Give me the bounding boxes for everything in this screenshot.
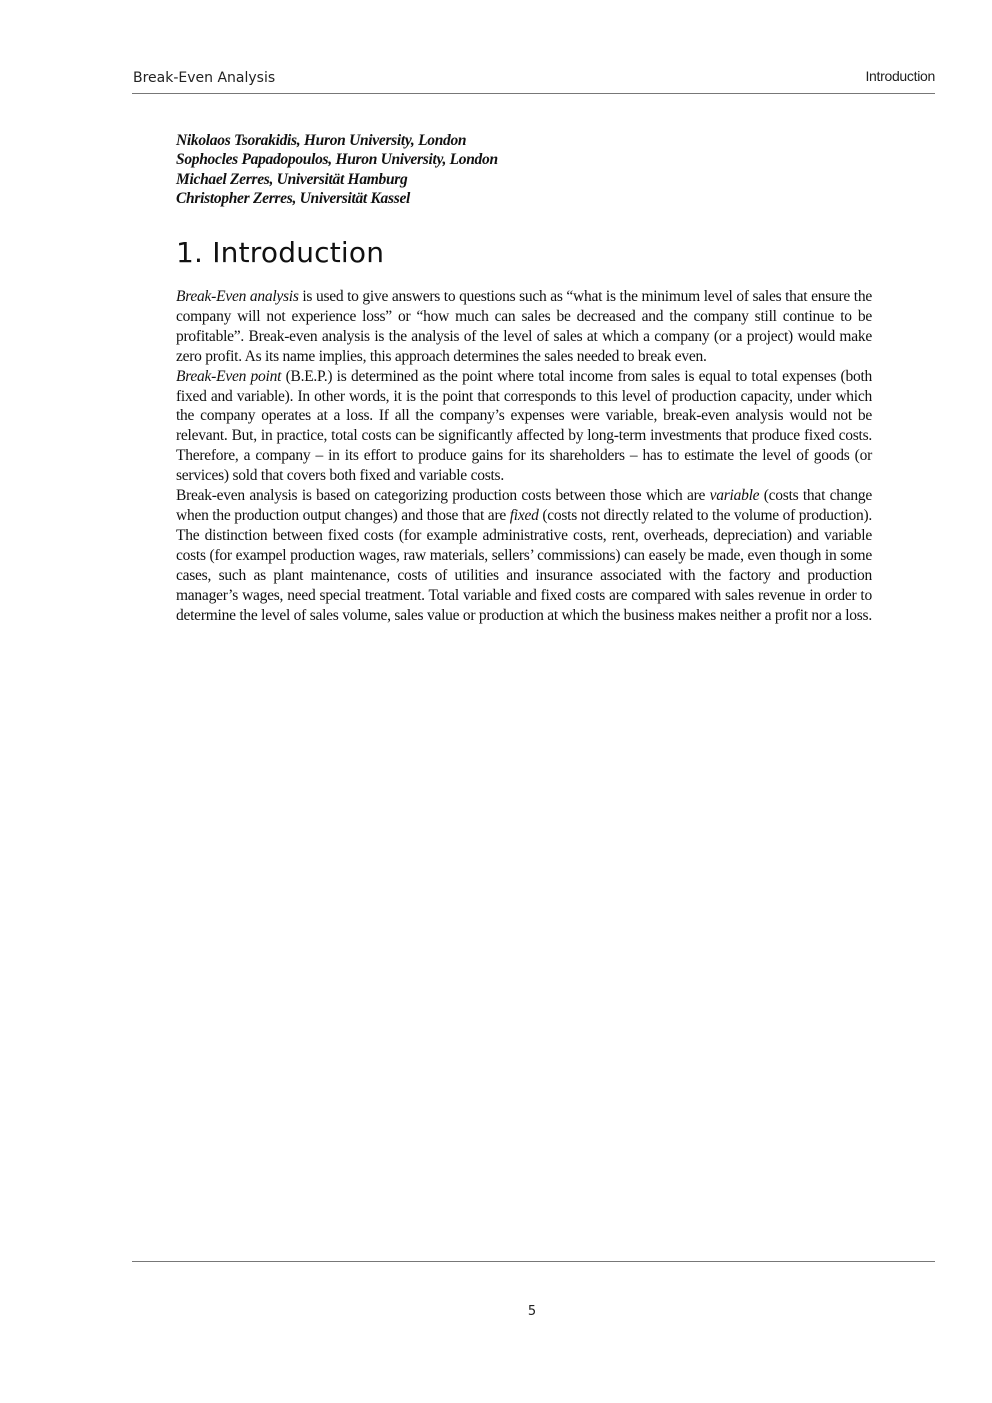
body-text (176, 287, 872, 625)
term-break-even-analysis: Break-Even analysis (176, 288, 299, 305)
running-header-section: Introduction (865, 68, 935, 84)
footer-divider (132, 1261, 935, 1262)
term-variable: variable (709, 487, 760, 505)
section-heading: 1. Introduction (176, 236, 385, 269)
author-line: Christopher Zerres, Universität Kassel (176, 189, 411, 207)
paragraph-break-even-analysis (176, 287, 872, 367)
page-number: 5 (527, 1304, 537, 1319)
paragraph-text: is used to give answers to questions such as “what is the minimum level of sales that ensure the company will not experience loss” or “how much can sales be decreased and the company still continue to be profitable”. Break-even analysis is the analysis of the level of sales at which a company (or a project) would make zero profit. As its name implies, this approach determines the sales needed to break even. (176, 288, 872, 365)
paragraph-break-even-point (176, 367, 872, 486)
paragraph-text: (B.E.P.) is determined as the point where total income from sales is equal to total expenses (both fixed and variable). In other words, it is the point that corresponds to this level of production capacity, under which the company operates at a loss. If all the company’s expenses were variable, break-even analysis would not be relevant. But, in practice, total costs can be significantly affected by long-term investments that produce fixed costs. Therefore, a company – in its effort to produce gains for its shareholders – has to estimate the level of goods (or services) sold that covers both fixed and variable costs. (176, 367, 873, 485)
author-line: Michael Zerres, Universität Hamburg (176, 170, 408, 188)
author-line: Nikolaos Tsorakidis, Huron University, London (176, 132, 467, 149)
paragraph-text: (costs that change when the production output changes) and those that are (176, 487, 872, 524)
header-divider (132, 93, 935, 94)
term-break-even-point: Break-Even point (176, 367, 282, 385)
running-header-title: Break-Even Analysis (133, 70, 276, 86)
paragraph-text: (costs not directly related to the volume of production). The distinction between fixed costs (for example administrative costs, rent, overheads, depreciation) and variable costs (for exampel production wages, raw materials, sellers’ commissions) can easely be made, even though in some cases, such as plant maintenance, costs of utilities and insurance associated with the factory and production manager’s wages, need special treatment. Total variable and fixed costs are compared with sales revenue in order to determine the level of sales volume, sales value or production at which the business makes neither a profit nor a loss. (176, 506, 872, 624)
term-fixed: fixed (509, 506, 539, 524)
paragraph-cost-categories (176, 486, 872, 625)
author-list (176, 131, 498, 208)
paragraph-text: Break-even analysis is based on categorizing production costs between those which are (176, 487, 710, 505)
author-line: Sophocles Papadopoulos, Huron University, London (176, 151, 498, 169)
